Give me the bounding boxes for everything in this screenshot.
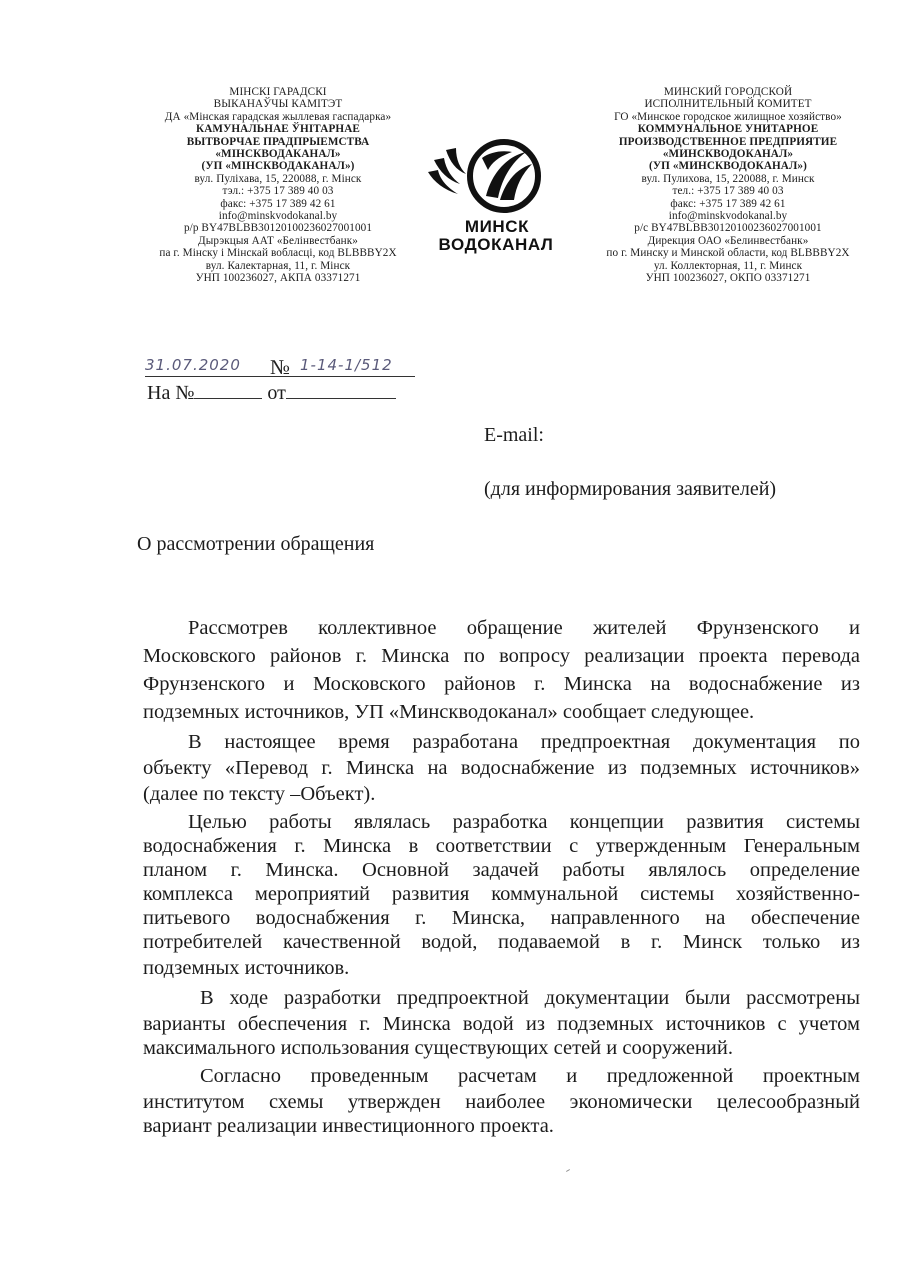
body-line: планом г. Минска. Основной задачей работы являлось определение xyxy=(143,859,860,881)
body-line: питьевого водоснабжения г. Минска, направленного на обеспечение xyxy=(143,907,860,929)
header-left-line: «МІНСКВОДАКАНАЛ» xyxy=(215,148,341,161)
header-right-line: р/с BY47BLBB30120100236027001001 xyxy=(634,222,822,235)
body-line: Целью работы являлась разработка концепции развития системы xyxy=(188,811,860,833)
header-left-line: МІНСКІ ГАРАДСКІ xyxy=(229,86,327,98)
header-right-line: тел.: +375 17 389 40 03 xyxy=(672,185,784,198)
water-drop-wave-logo-icon xyxy=(426,138,566,218)
header-right-line: info@minskvodokanal.by xyxy=(668,210,788,223)
header-left-line: ВЫТВОРЧАЕ ПРАДПРЫЕМСТВА xyxy=(186,135,370,148)
logo-text-vodokanal: ВОДОКАНАЛ xyxy=(438,235,554,254)
body-line: (далее по тексту –Объект). xyxy=(143,783,376,805)
reply-date-blank xyxy=(286,384,396,399)
body-line: максимального использования существующих сетей и сооружений. xyxy=(143,1037,733,1059)
header-right-line: ул. Коллекторная, 11, г. Минск xyxy=(653,259,803,272)
body-line: объекту «Перевод г. Минска на водоснабжение из подземных источников» xyxy=(143,757,860,779)
body-line: вариант реализации инвестиционного проекта. xyxy=(143,1115,554,1137)
body-line: варианты обеспечения г. Минска водой из подземных источников с учетом xyxy=(143,1013,860,1035)
header-left-line: р/р BY47BLBB30120100236027001001 xyxy=(183,222,373,235)
reply-from-label: от xyxy=(267,382,286,404)
header-left-line: вул. Калектарная, 11, г. Мінск xyxy=(205,259,351,272)
header-left-line: ДА «Мінская гарадская жыллевая гаспадарка» xyxy=(164,110,392,123)
outgoing-registration xyxy=(145,355,420,377)
header-right-line: вул. Пулихова, 15, 220088, г. Минск xyxy=(641,172,815,185)
header-right-line: Дирекция ОАО «Белинвестбанк» xyxy=(647,234,809,247)
body-line: водоснабжения г. Минска в соответствии с утвержденным Генеральным xyxy=(143,835,860,857)
body-line: Рассмотрев коллективное обращение жителей Фрунзенского и xyxy=(188,617,860,639)
header-left-line: УНП 100236027, АКПА 03371271 xyxy=(195,272,361,285)
header-right-line: ГО «Минское городское жилищное хозяйство» xyxy=(614,110,842,123)
recipient-email-label: E-mail: xyxy=(484,424,544,446)
body-line: Фрунзенского и Московского районов г. Минска на водоснабжение из xyxy=(143,673,860,695)
number-sign: № xyxy=(270,355,291,379)
body-line: Согласно проведенным расчетам и предложенной проектным xyxy=(200,1065,860,1087)
header-left-belarusian xyxy=(118,86,438,285)
header-left-line: Дырэкцыя ААТ «Белінвестбанк» xyxy=(198,234,358,247)
body-line: институтом схемы утвержден наиболее экономически целесообразный xyxy=(143,1091,860,1113)
header-right-line: по г. Минску и Минской области, код BLBBBY2X xyxy=(606,247,850,260)
header-right-line: факс: +375 17 389 42 61 xyxy=(670,197,786,210)
header-right-line: УНП 100236027, ОКПО 03371271 xyxy=(645,272,811,285)
recipient-note: (для информирования заявителей) xyxy=(484,478,777,500)
scan-speck xyxy=(566,1169,570,1172)
header-right-line: МИНСКИЙ ГОРОДСКОЙ xyxy=(663,86,793,98)
header-right-line: КОММУНАЛЬНОЕ УНИТАРНОЕ xyxy=(637,123,819,136)
registration-date: 31.07.2020 xyxy=(145,356,241,374)
reply-reference xyxy=(147,382,396,405)
reply-number-label: На № xyxy=(147,382,195,404)
header-right-line: ИСПОЛНИТЕЛЬНЫЙ КОМИТЕТ xyxy=(644,98,812,111)
body-line: Московского районов г. Минска по вопросу реализации проекта перевода xyxy=(143,645,860,667)
header-left-line: info@minskvodokanal.by xyxy=(218,210,338,223)
body-line: В настоящее время разработана предпроектная документация по xyxy=(188,731,860,753)
header-left-line: ВЫКАНАЎЧЫ КАМІТЭТ xyxy=(213,98,343,111)
header-right-line: «МИНСКВОДОКАНАЛ» xyxy=(662,148,794,161)
logo-text-minsk: МИНСК xyxy=(464,217,530,236)
body-line: В ходе разработки предпроектной документации были рассмотрены xyxy=(200,987,860,1009)
body-line: комплекса мероприятий развития коммунальной системы хозяйственно- xyxy=(143,883,860,905)
header-right-line: ПРОИЗВОДСТВЕННОЕ ПРЕДПРИЯТИЕ xyxy=(618,135,838,148)
body-line: подземных источников, УП «Минскводоканал» сообщает следующее. xyxy=(143,701,755,723)
registration-number: 1-14-1/512 xyxy=(300,356,393,374)
letter-subject: О рассмотрении обращения xyxy=(137,533,375,555)
header-right-russian xyxy=(572,86,884,285)
minsk-vodokanal-logo xyxy=(426,138,566,256)
header-left-line: вул. Пуліхава, 15, 220088, г. Мінск xyxy=(194,172,362,185)
reply-number-blank xyxy=(194,384,262,399)
body-line: подземных источников. xyxy=(143,957,350,979)
header-left-line: КАМУНАЛЬНАЕ ЎНІТАРНАЕ xyxy=(196,123,360,136)
header-left-line: факс: +375 17 389 42 61 xyxy=(220,197,336,210)
body-line: потребителей качественной водой, подаваемой в г. Минск только из xyxy=(143,931,860,953)
registration-underline xyxy=(145,376,415,377)
header-left-line: тэл.: +375 17 389 40 03 xyxy=(222,185,334,198)
header-left-line: па г. Мінску і Мінскай вобласці, код BLBBBY2X xyxy=(159,247,397,260)
header-left-line: (УП «МІНСКВОДАКАНАЛ») xyxy=(201,160,355,173)
header-right-line: (УП «МИНСКВОДОКАНАЛ») xyxy=(649,160,807,173)
